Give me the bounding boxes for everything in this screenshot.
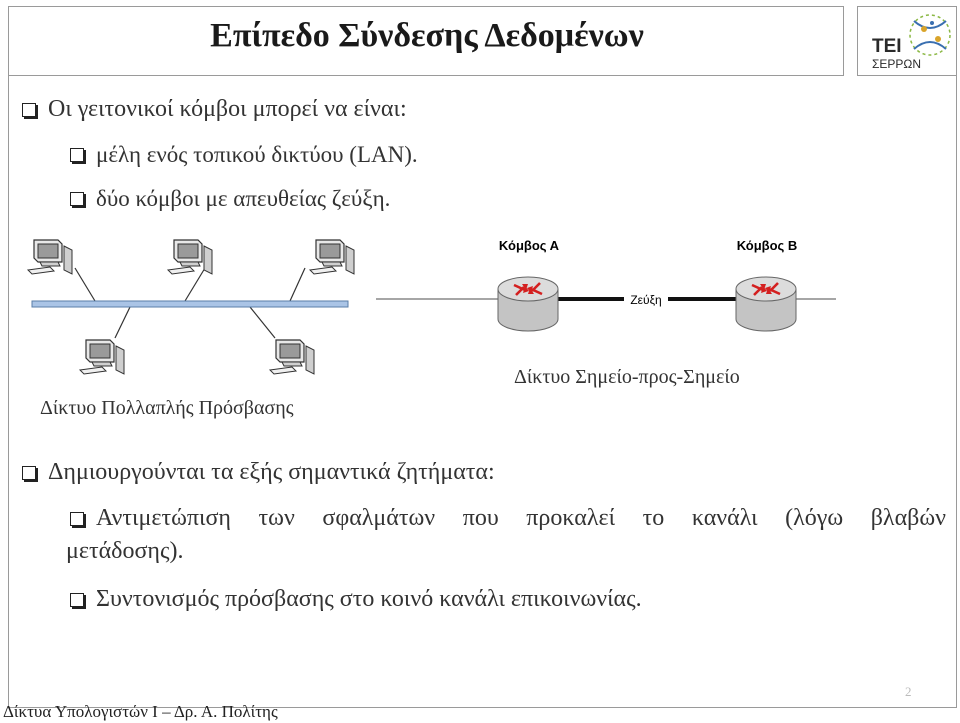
tei-serres-logo [857, 6, 957, 76]
checkbox-bullet-icon [70, 192, 84, 206]
logo-graphic [858, 7, 956, 75]
bullet-text: Δημιουργούνται τα εξής σημαντικά ζητήματα: [48, 459, 495, 485]
page-title: Επίπεδο Σύνδεσης Δεδομένων [210, 17, 644, 54]
computer-icon [168, 240, 212, 274]
bullet-text-line1: Αντιμετώπιση των σφαλμάτων που προκαλεί το κανάλι (λόγω βλαβών [96, 505, 946, 531]
computer-icon [28, 240, 72, 274]
computer-icon [270, 340, 314, 374]
bullet-text: Οι γειτονικοί κόμβοι μπορεί να είναι: [48, 96, 407, 122]
bullet-text: μέλη ενός τοπικού δικτύου (LAN). [96, 142, 418, 167]
node-a-label: Κόμβος Α [498, 238, 560, 253]
title-box [8, 6, 844, 76]
bullet-error-handling-continued: μετάδοσης). [66, 538, 184, 564]
checkbox-bullet-icon [22, 103, 36, 117]
bullet-issues [22, 459, 495, 486]
bullet-lan-members [70, 142, 418, 168]
computer-icon [80, 340, 124, 374]
link-label: Ζεύξη [630, 293, 662, 307]
checkbox-bullet-icon [70, 148, 84, 162]
point-to-point-diagram [376, 228, 836, 348]
page-number: 2 [905, 684, 912, 699]
node-b-label: Κόμβος Β [736, 238, 798, 253]
multi-access-caption: Δίκτυο Πολλαπλής Πρόσβασης [40, 397, 294, 419]
multi-access-network-diagram [20, 228, 360, 388]
bullet-access-coordination [70, 586, 642, 613]
computer-icon [310, 240, 354, 274]
frame-right [956, 76, 957, 708]
frame-left [8, 76, 9, 708]
bullet-direct-link [70, 186, 390, 212]
checkbox-bullet-icon [70, 512, 84, 526]
checkbox-bullet-icon [70, 593, 84, 607]
logo-text-line1: ΤΕΙ [872, 36, 902, 57]
router-icon [498, 277, 558, 331]
router-icon [736, 277, 796, 331]
footer-course-info: Δίκτυα Υπολογιστών Ι – Δρ. Α. Πολίτης [3, 702, 278, 721]
bullet-neighbors [22, 96, 407, 123]
checkbox-bullet-icon [22, 466, 36, 480]
bullet-text: δύο κόμβοι με απευθείας ζεύξη. [96, 186, 391, 211]
bullet-text: Συντονισμός πρόσβασης στο κοινό κανάλι επικοινωνίας. [96, 586, 642, 612]
logo-text-line2: ΣΕΡΡΩΝ [872, 57, 922, 71]
bullet-error-handling [70, 505, 946, 532]
point-to-point-caption: Δίκτυο Σημείο-προς-Σημείο [514, 366, 740, 388]
